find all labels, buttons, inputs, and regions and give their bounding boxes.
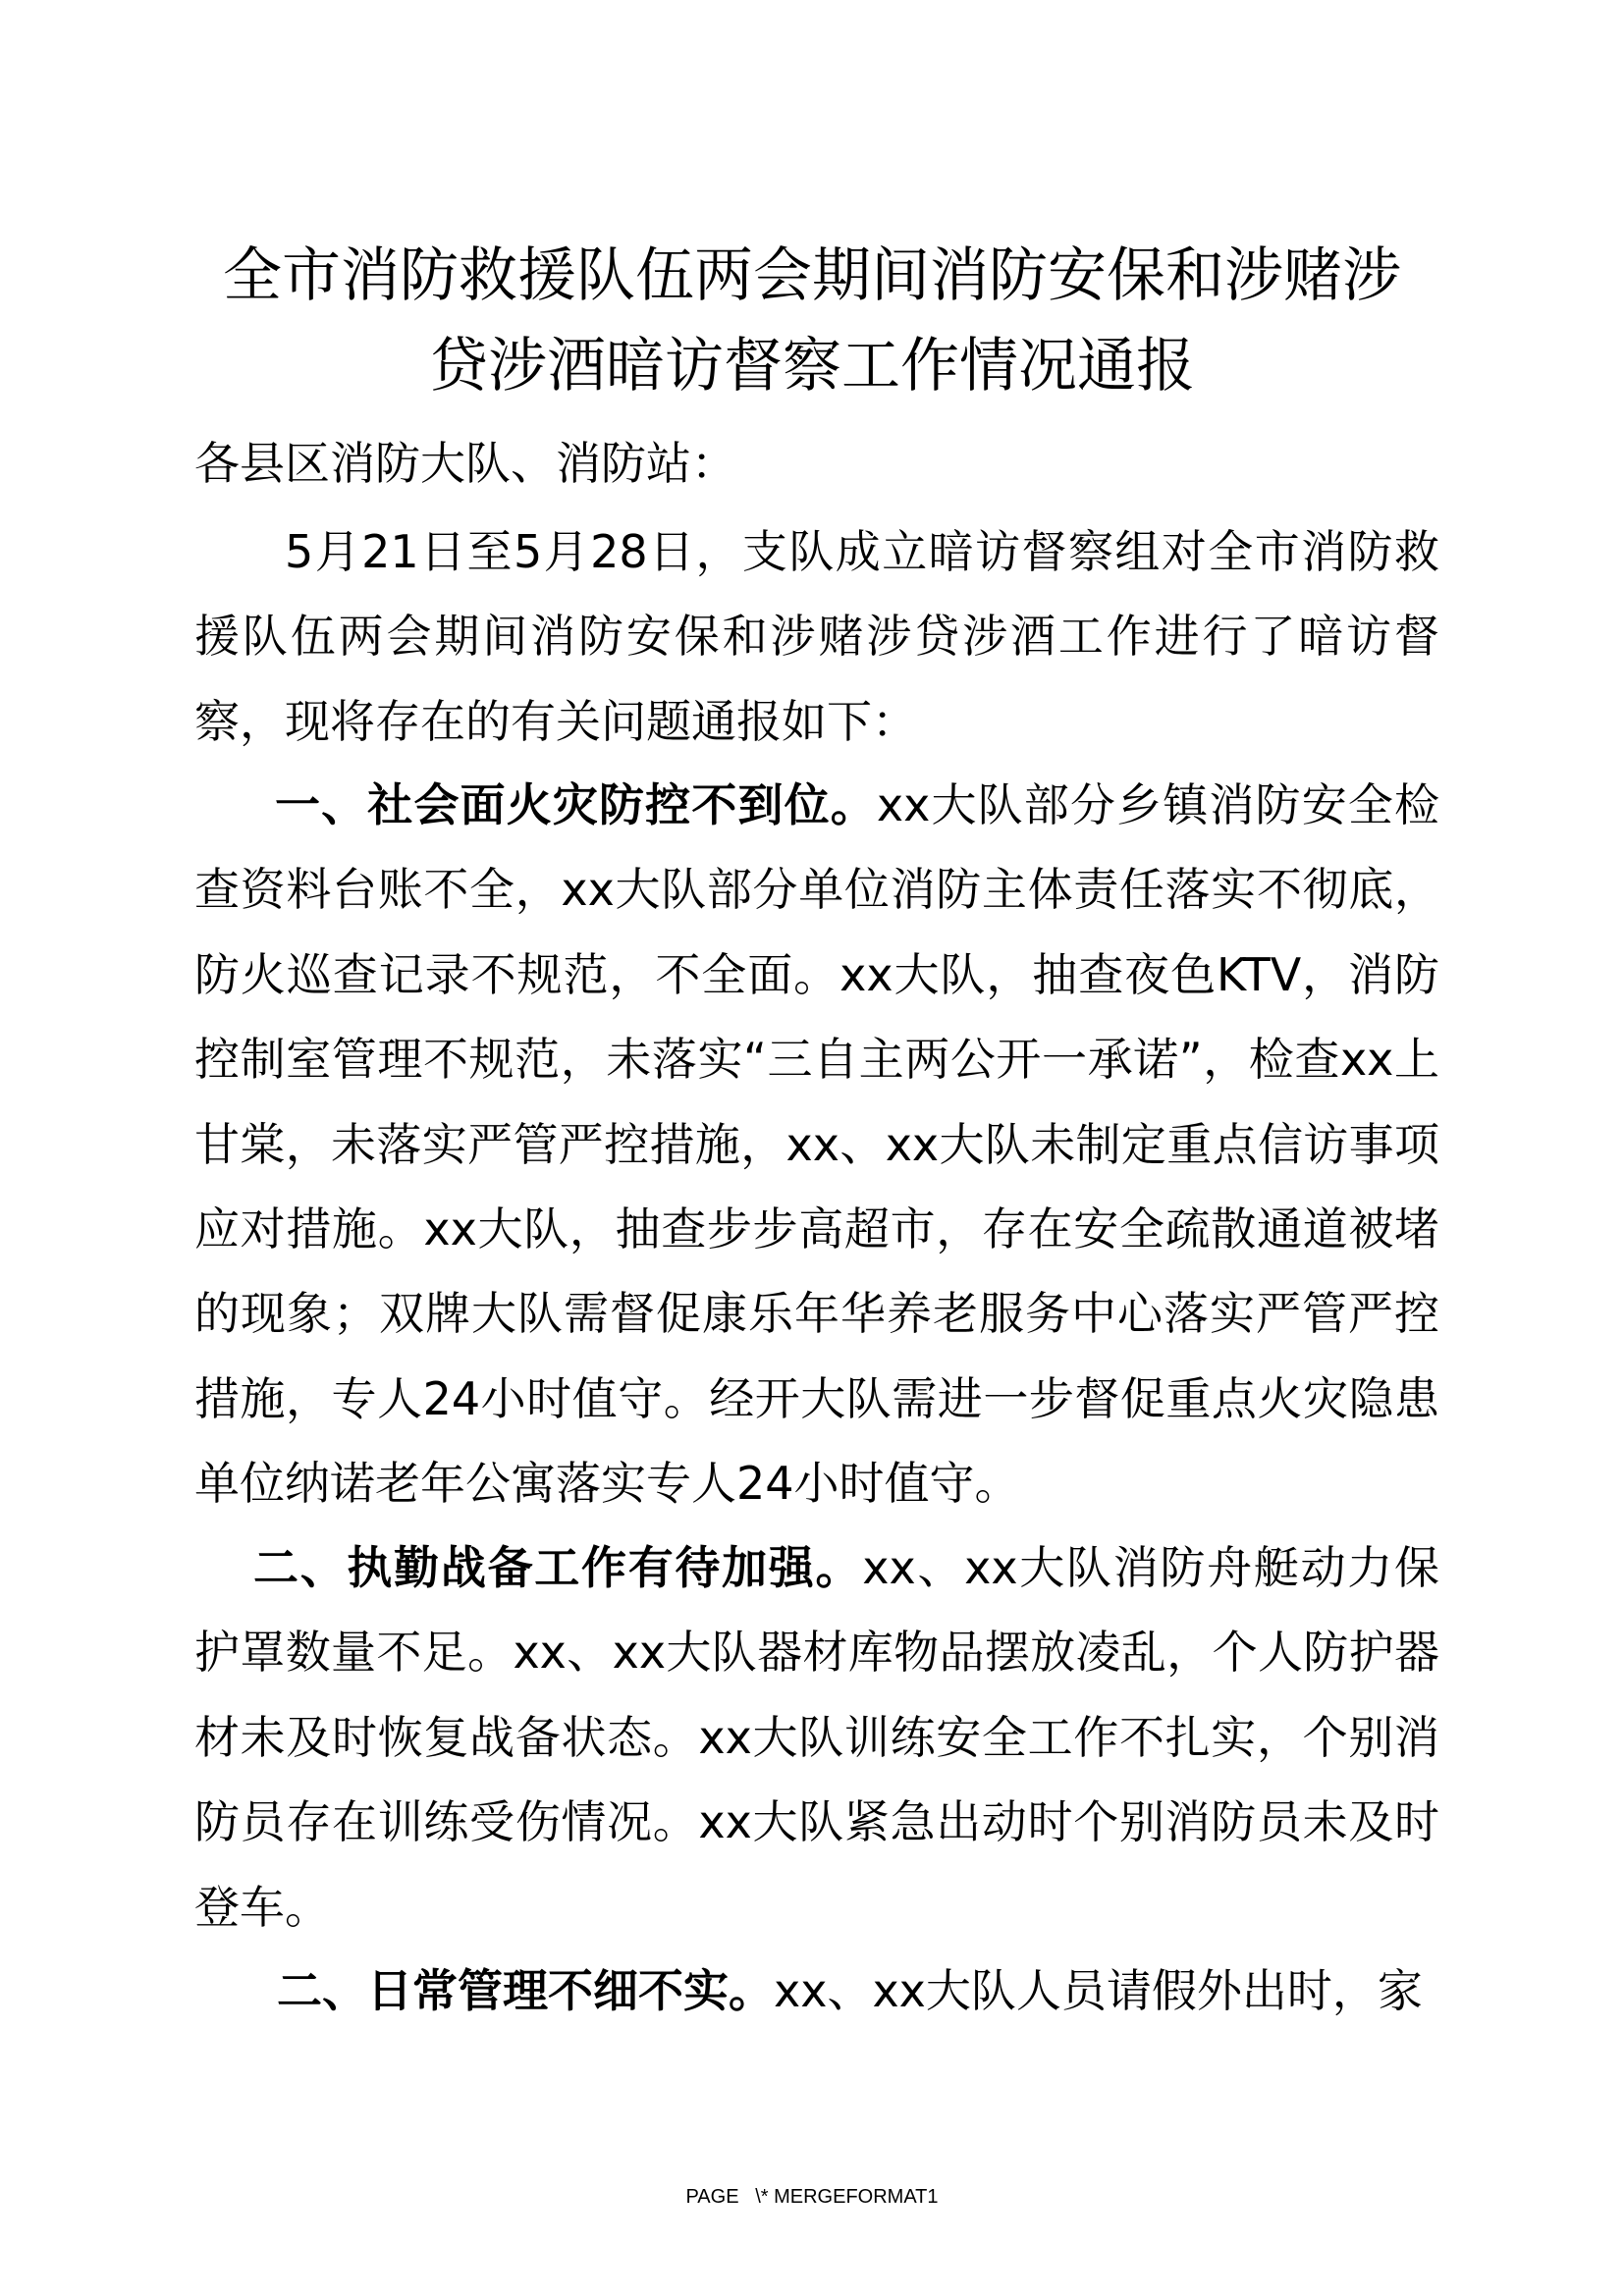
section-heading: 二、日常管理不细不实。 (277, 1964, 774, 2017)
section-body: xx、xx大队人员请假外出时，家 (774, 1964, 1423, 2017)
paragraph-daily-management (194, 1949, 1439, 2033)
paragraph-fire-prevention (194, 763, 1439, 1526)
section-heading: 二、执勤战备工作有待加强。 (253, 1541, 863, 1594)
page-footer: PAGE \* MERGEFORMAT1 (685, 2186, 939, 2208)
title-line-2: 贷涉酒暗访督察工作情况通报 (429, 332, 1195, 400)
paragraph-intro (194, 509, 1439, 764)
section-body: xx大队部分乡镇消防安全检查资料台账不全，xx大队部分单位消防主体责任落实不彻底，防火巡查记录不规范，不全面。xx大队，抽查夜色KTV，消防控制室管理不规范，未落实“三自主两公开一承诺”，检查xx上甘棠，未落实严管严控措施，xx、xx大队未制定重点信访事项应对措施。xx大队，抽查步步高超市，存在安全疏散通道被堵的现象；双牌大队需督促康乐年华养老服务中心落实严管严控措施，专人24小时值守。经开大队需进一步督促重点火灾隐患单位纳诺老年公寓落实专人24小时值守。 (194, 778, 1439, 1511)
section-heading: 一、社会面火灾防控不到位。 (275, 778, 877, 831)
document-title (147, 231, 1477, 411)
paragraph-combat-readiness (194, 1525, 1439, 1949)
section-body: xx、xx大队消防舟艇动力保护罩数量不足。xx、xx大队器材库物品摆放凌乱，个人防护器材未及时恢复战备状态。xx大队训练安全工作不扎实，个别消防员存在训练受伤情况。xx大队紧急出动时个别消防员未及时登车。 (194, 1541, 1440, 1934)
paragraph-intro-text: 5月21日至5月28日，支队成立暗访督察组对全市消防救援队伍两会期间消防安保和涉赌涉贷涉酒工作进行了暗访督察，现将存在的有关问题通报如下： (194, 525, 1439, 748)
salutation: 各县区消防大队、消防站： (194, 437, 736, 490)
title-line-1: 全市消防救援队伍两会期间消防安保和涉赌涉 (223, 241, 1401, 310)
